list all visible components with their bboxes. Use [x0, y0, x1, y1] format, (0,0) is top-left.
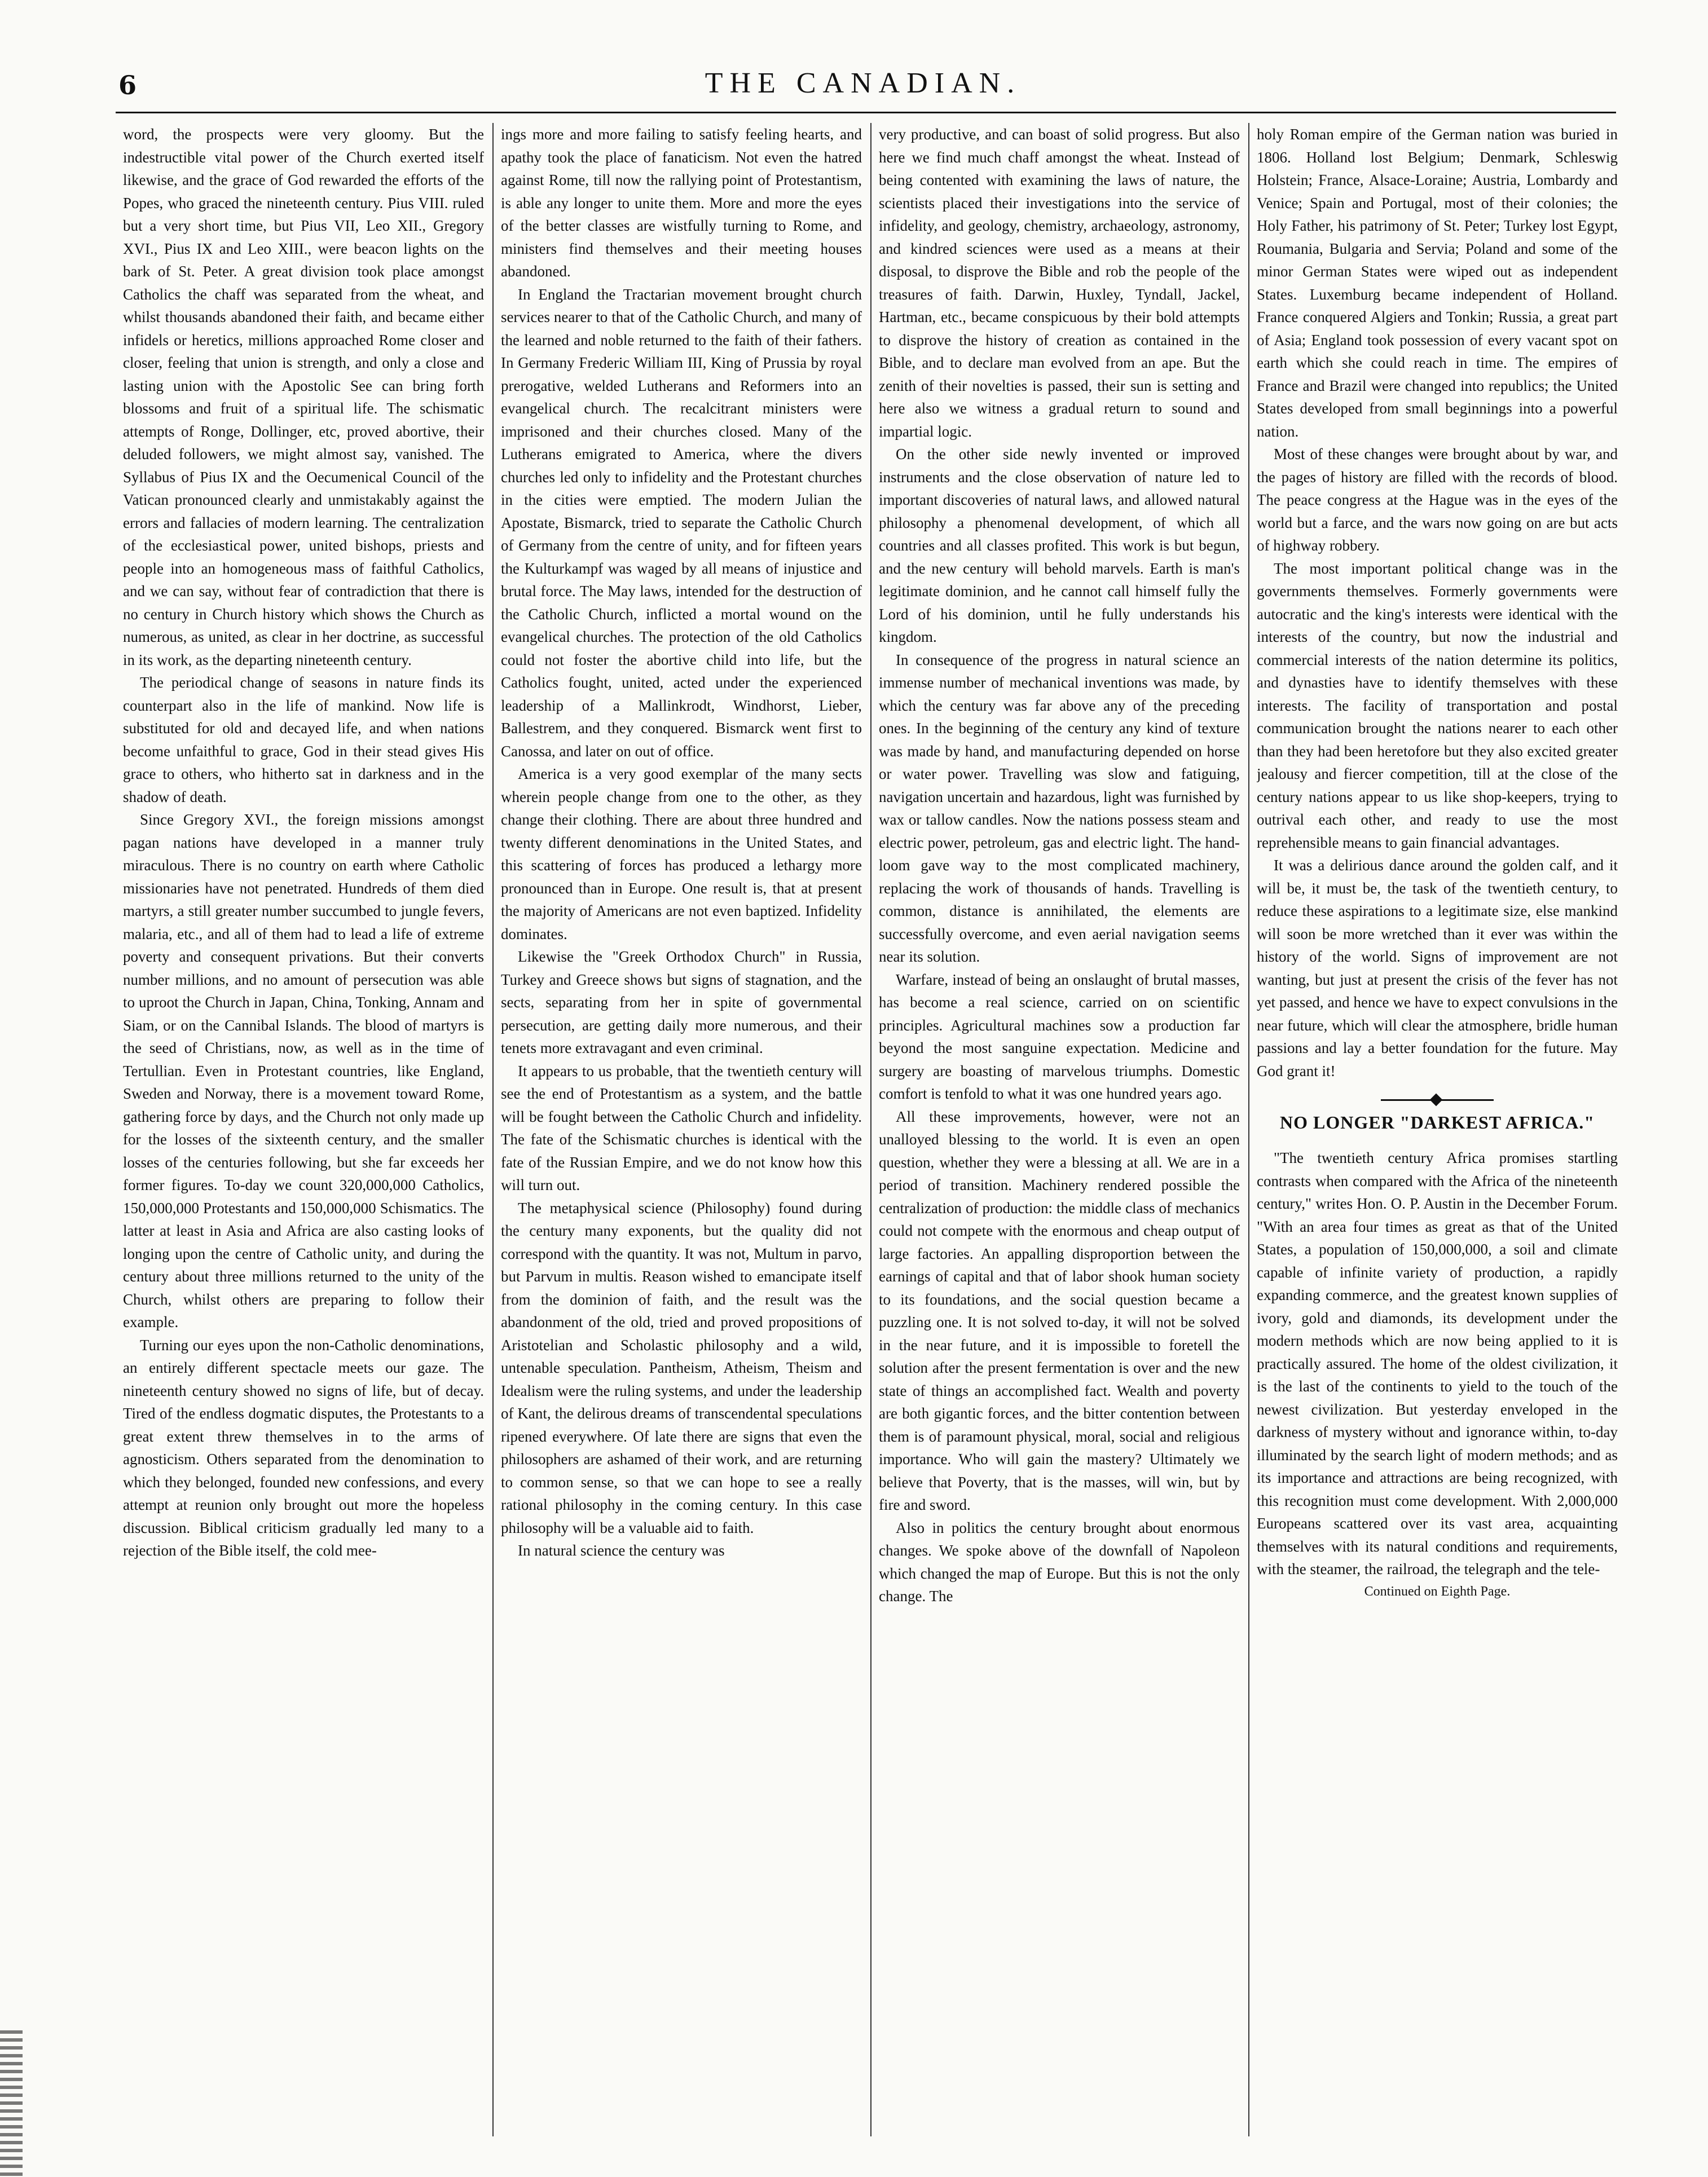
- article-paragraph: The metaphysical science (Philosophy) found during the century many exponents, but the quality did not correspond with the quantity. It was not, Multum in parvo, but Parvum in multis. Reason wished to emancipate itself from the dominion of faith, and the result was the abandonment of the old, tried and proved propositions of Aristotelian and Scholastic philosophy and a wild, untenable speculation. Pantheism, Atheism, Theism and Idealism were the ruling systems, and under the leadership of Kant, the delirous dreams of transcendental speculations ripened everywhere. Of late there are signs that even the philosophers are ashamed of their work, and are returning to common sense, so that we can hope to see a really rational philosophy in the coming century. In this case philosophy will be a valuable aid to faith.: [501, 1199, 862, 1536]
- article-paragraph: In England the Tractarian movement brought church services nearer to that of the Catholic Church, and many of the learned and noble returned to the faith of their fathers. In Germany Frederic William III, King of Prussia by royal prerogative, welded Lutherans and Reformers into an evangelical church. The recalcitrant ministers were imprisoned and their churches closed. Many of the Lutherans emigrated to America, where the divers churches led only to infidelity and the Protestant churches in the cities were emptied. The modern Julian the Apostate, Bismarck, tried to separate the Catholic Church of Germany from the centre of unity, and for fifteen years the Kulturkampf was waged by all means of injustice and brutal force. The May laws, intended for the destruction of the Catholic Church, inflicted a mortal wound on the evangelical churches. The protection of the old Catholics could not foster the abortive child into life, but the Catholics fought, united, acted under the experienced leadership of a Mallinkrodt, Windhorst, Lieber, Ballestrem, and they conquered. Bismarck went first to Canossa, and later on out of office.: [501, 285, 862, 760]
- article-paragraph: Likewise the "Greek Orthodox Church" in Russia, Turkey and Greece shows but signs of stagnation, and the sects, separating from her in spite of governmental persecution, are getting daily more numerous, and their tenets more extravagant and even criminal.: [501, 948, 862, 1056]
- article-paragraph: "The twentieth century Africa promises startling contrasts when compared with the Africa of the nineteenth century," writes Hon. O. P. Austin in the December Forum. "With an area four times as great as that of the United States, a population of 150,000,000, a soil and climate capable of infinite variety of production, a rapidly expanding commerce, and the greatest known supplies of ivory, gold and diamonds, its development under the modern methods which are now being applied to it is practically assured. The home of the oldest civilization, it is the last of the continents to yield to the touch of the newest civilization. But yesterday enveloped in the darkness of mystery without and ignorance within, to-day illuminated by the search light of modern methods; and as its importance and attractions are being recognized, with this recognition must come development. With 2,000,000 Europeans scattered over its vast area, acquainting themselves with its natural conditions and requirements, with the steamer, the railroad, the telegraph and the tele-: [1257, 1149, 1618, 1577]
- article-paragraph: holy Roman empire of the German nation was buried in 1806. Holland lost Belgium; Denmark, Schleswig Holstein; France, Alsace-Loraine; Austria, Lombardy and Venice; Spain and Portugal, most of their colonies; the Holy Father, his patrimony of St. Peter; Turkey lost Egypt, Roumania, Bulgaria and Servia; Poland and some of the minor German States were wiped out as independent States. Luxemburg became independent of Holland. France conquered Algiers and Tonkin; Russia, a great part of Asia; England took possession of every vacant spot on earth which she could reach in time. The empires of France and Brazil were changed into republics; the United States developed from small beginnings into a powerful nation.: [1257, 126, 1618, 440]
- article-paragraph: Since Gregory XVI., the foreign missions amongst pagan nations have developed in a manner truly miraculous. There is no country on earth where Catholic missionaries have not penetrated. Hundreds of them died martyrs, a still greater number succumbed to jungle fevers, malaria, etc., and all of them had to lead a life of extreme poverty and consequent privations. But their converts number millions, and no amount of persecution was able to uproot the Church in Japan, China, Tonking, Annam and Siam, or on the Cannibal Islands. The blood of martyrs is the seed of Christians, now, as well as in the time of Tertullian. Even in Protestant countries, like England, Sweden and Norway, there is a movement toward Rome, gathering force by days, and the Church not only made up for the losses of the sixteenth century, and the smaller losses of the centuries following, but she far exceeds her former figures. To-day we count 320,000,000 Catholics, 150,000,000 Protestants and 150,000,000 Schismatics. The latter at least in Asia and Africa are also casting looks of longing upon the centre of Catholic unity, and during the century about three millions returned to the unity of the Church, whilst others are preparing to follow their example.: [123, 811, 484, 1330]
- article-column-2: [501, 123, 862, 2136]
- article-paragraph: America is a very good exemplar of the many sects wherein people change from one to the other, as they change their clothing. There are about three hundred and twenty different denominations in the United States, and this scattering of forces has produced a lethargy more pronounced than in Europe. One result is, that at present the majority of Americans are not even baptized. Infidelity dominates.: [501, 765, 862, 942]
- article-paragraph: It was a delirious dance around the golden calf, and it will be, it must be, the task of the twentieth century, to reduce these aspirations to a legitimate size, else mankind will soon be more wretched than it ever was within the history of the world. Signs of improvement are not wanting, but just at present the crisis of the fever has not yet passed, and hence we have to expect convulsions in the near future, which will clear the atmosphere, bridle human passions and lay a better foundation for the future. May God grant it!: [1257, 857, 1618, 1079]
- column-rule: [1248, 123, 1249, 2136]
- article-paragraph: The periodical change of seasons in nature finds its counterpart also in the life of mankind. Now life is substituted for old and decayed life, and when nations become unfaithful to grace, God in their stead gives His grace to others, who hitherto sat in darkness and in the shadow of death.: [123, 674, 484, 805]
- article-paragraph: Warfare, instead of being an onslaught of brutal masses, has become a real science, carried on on scientific principles. Agricultural machines sow a production far beyond the most sanguine expectation. Medicine and surgery are boasting of marvelous triumphs. Domestic comfort is tenfold to what it was one hundred years ago.: [879, 971, 1240, 1102]
- column-rule: [492, 123, 494, 2136]
- column-rule: [870, 123, 871, 2136]
- section-divider: [1381, 1099, 1494, 1101]
- header-rule: [116, 112, 1616, 113]
- article-paragraph: On the other side newly invented or improved instruments and the close observation of nature led to important discoveries of natural laws, and allowed natural philosophy a phenomenal development, of which all countries and all classes profited. This work is but begun, and the new century will behold marvels. Earth is man's legitimate dominion, and he cannot call himself fully the Lord of his dominion, until he fully understands his kingdom.: [879, 446, 1240, 645]
- article-paragraph: It appears to us probable, that the twentieth century will see the end of Protestantism as a system, and the battle will be fought between the Catholic Church and infidelity. The fate of the Schismatic churches is identical with the fate of the Russian Empire, and we do not know how this will turn out.: [501, 1062, 862, 1193]
- section-heading: NO LONGER "DARKEST AFRICA.": [1279, 1112, 1595, 1132]
- page-number: 6: [118, 70, 137, 100]
- article-paragraph: All these improvements, however, were not an unalloyed blessing to the world. It is even an open question, whether they were a blessing at all. We are in a period of transition. Machinery rendered possible the centralization of production: the middle class of mechanics could not compete with the enormous and cheap output of large factories. An appalling disproportion between the earnings of capital and that of labor shook human society to its foundations, and the social question became a puzzling one. It is not solved to-day, it will not be solved in the near future, and it is impossible to foretell the solution after the present fermentation is over and the new state of things an accomplished fact. Wealth and poverty are both gigantic forces, and the bitter contention between them is of paramount physical, moral, social and religious importance. Who will gain the mastery? Ultimately we believe that Poverty, that is the masses, will win, but by fire and sword.: [879, 1108, 1240, 1513]
- article-column-3: [879, 123, 1240, 2136]
- article-paragraph: In natural science the century was: [518, 1542, 725, 1559]
- article-paragraph: very productive, and can boast of solid progress. But also here we find much chaff amongst the wheat. Instead of being contented with examining the laws of nature, the scientists placed their investigations into the service of infidelity, and geology, chemistry, archaeology, astronomy, and kindred sciences were used as a means at their disposal, to disprove the Bible and rob the people of the treasures of faith. Darwin, Huxley, Tyndall, Jackel, Hartman, etc., became conspicuous by their bold attempts to disprove the history of creation as contained in the Bible, and to declare man evolved from an ape. But the zenith of their novelties is passed, their sun is setting and here also we witness a gradual return to sound and impartial logic.: [879, 126, 1240, 440]
- page-header: [118, 67, 1608, 112]
- continued-note: Continued on Eighth Page.: [1364, 1584, 1511, 1599]
- article-paragraph: Turning our eyes upon the non-Catholic denominations, an entirely different spectacle meets our gaze. The nineteenth century showed no signs of life, but of decay. Tired of the endless dogmatic disputes, the Protestants to a great extent threw themselves in to the arms of agnosticism. Others separated from the denomination to which they belonged, founded new confessions, and every attempt at reunion only brought out more the hopeless discussion. Biblical criticism gradually led many to a rejection of the Bible itself, the cold mee-: [123, 1336, 484, 1559]
- masthead-title: THE CANADIAN.: [705, 67, 1022, 99]
- article-paragraph: Most of these changes were brought about by war, and the pages of history are filled with the records of blood. The peace congress at the Hague was in the eyes of the world but a farce, and the wars now going on are but acts of highway robbery.: [1257, 446, 1618, 554]
- article-paragraph: In consequence of the progress in natural science an immense number of mechanical inventions was made, by which the century was far above any of the preceding ones. In the beginning of the century any kind of texture was made by hand, and manufacturing depended on horse or water power. Travelling was slow and fatiguing, navigation uncertain and hazardous, light was furnished by wax or tallow candles. Now the nations possess steam and electric power, petroleum, gas and electric light. The hand-loom gave way to the most complicated machinery, replacing the work of thousands of hands. Travelling is common, distance is annihilated, the elements are successfully overcome, and even aerial navigation seems near its solution.: [879, 651, 1240, 965]
- binding-edge-mark: [0, 2030, 23, 2177]
- article-paragraph: Also in politics the century brought about enormous changes. We spoke above of the downfall of Napoleon which changed the map of Europe. But this is not the only change. The: [879, 1519, 1240, 1605]
- article-paragraph: ings more and more failing to satisfy feeling hearts, and apathy took the place of fanaticism. Not even the hatred against Rome, till now the rallying point of Protestantism, is able any longer to unite them. More and more the eyes of the better classes are wistfully turning to Rome, and ministers find themselves and their meeting houses abandoned.: [501, 126, 862, 280]
- article-column-4: [1257, 123, 1618, 2136]
- article-paragraph: The most important political change was in the governments themselves. Formerly governments were autocratic and the king's interests were identical with the interests of the country, but now the industrial and commercial interests of the nation determine its politics, and dynasties have to identify themselves with these interests. The facility of transportation and postal communication brought the nations nearer to each other than they had been heretofore but they also excited greater jealousy and fiercer competition, till at the close of the century nations appear to us like shop-keepers, trying to outrival each other, and ready to use the most reprehensible means to gain financial advantages.: [1257, 559, 1618, 851]
- article-column-1: [123, 123, 484, 2136]
- article-paragraph: word, the prospects were very gloomy. But the indestructible vital power of the Church exerted itself likewise, and the grace of God rewarded the efforts of the Popes, who graced the nineteenth century. Pius VIII. ruled but a very short time, but Pius VII, Leo XII., Gregory XVI., Pius IX and Leo XIII., were beacon lights on the bark of St. Peter. A great division took place amongst Catholics the chaff was separated from the wheat, and whilst thousands abandoned their faith, and became either infidels or heretics, millions approached Rome closer and closer, feeling that union is strength, and only a close and lasting union with the Apostolic See can bring forth blossoms and fruit of a spiritual life. The schismatic attempts of Ronge, Dollinger, etc, proved abortive, their deluded followers, we might almost say, vanished. The Syllabus of Pius IX and the Oecumenical Council of the Vatican pronounced clearly and unmistakably against the errors and fallacies of modern learning. The centralization of the ecclesiastical power, united bishops, priests and people into an homogeneous mass of faithful Catholics, and we can say, without fear of contradiction that there is no century in Church history which shows the Church as numerous, as united, as clear in her doctrine, as successful in its work, as the departing nineteenth century.: [123, 126, 484, 668]
